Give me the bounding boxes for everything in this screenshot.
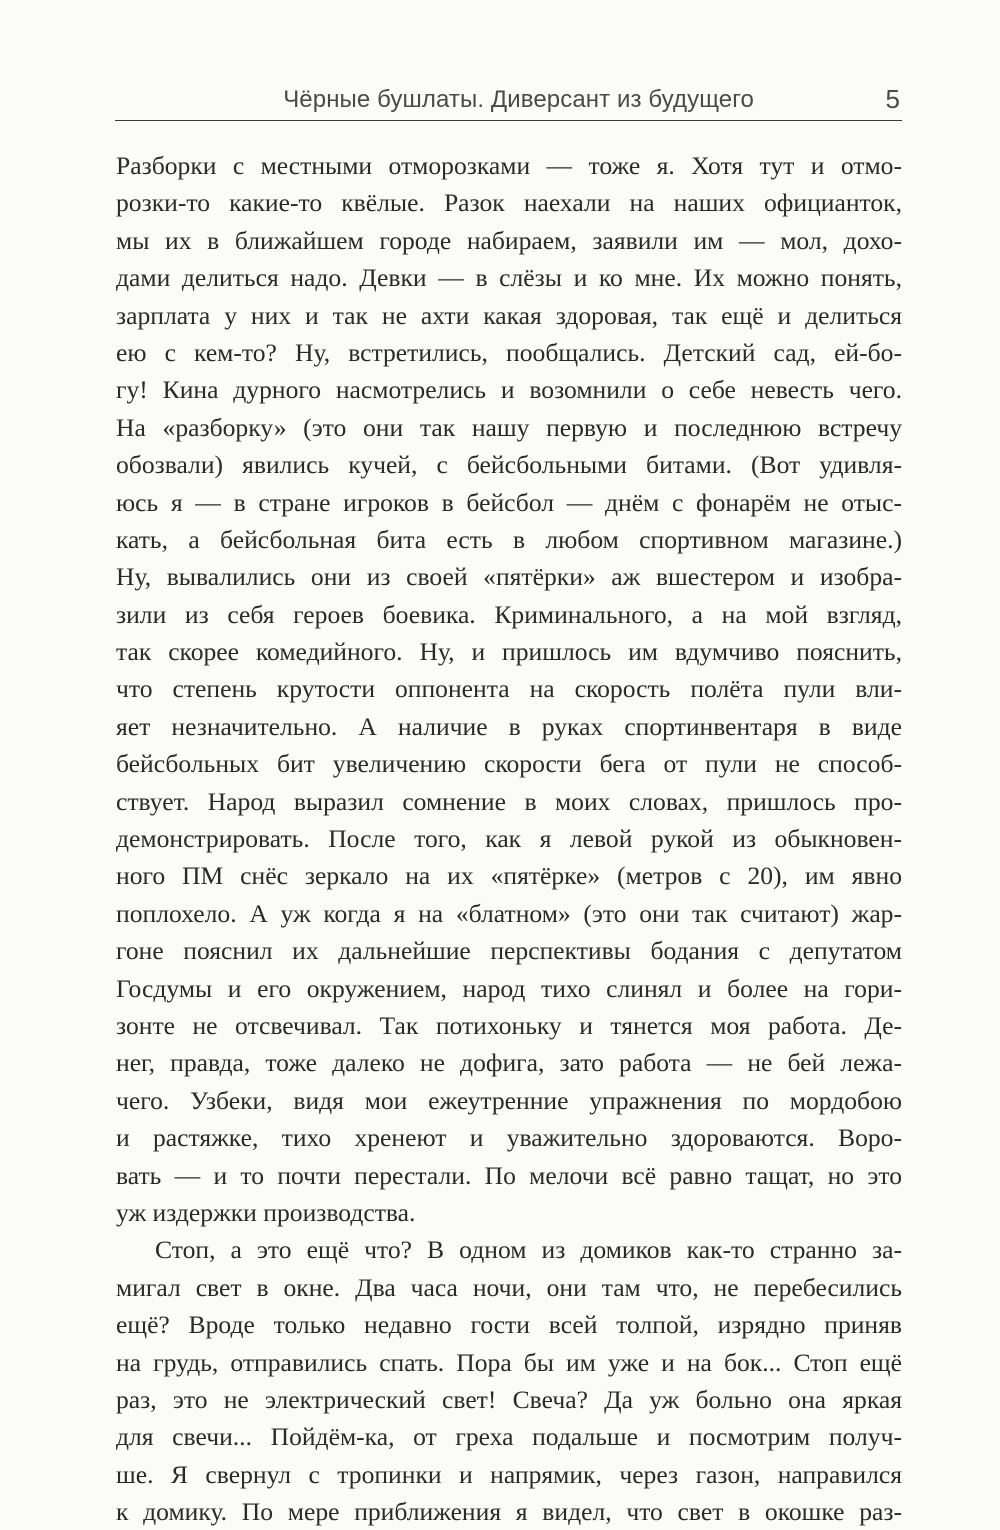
text-line: к домику. По мере приближения я видел, что свет в окошке раз- (116, 1497, 902, 1527)
text-line: ею с кем-то? Ну, встретились, пообщались. Детский сад, ей-бо- (116, 337, 902, 367)
text-line: зили из себя героев боевика. Криминального, а на мой взгляд, (116, 599, 902, 629)
text-line: зарплата у них и так не ахти какая здоровая, так ещё и делиться (116, 300, 902, 330)
text-line: дами делиться надо. Девки — в слёзы и ко мне. Их можно понять, (116, 263, 902, 293)
text-line: уж издержки производства. (116, 1197, 416, 1227)
text-line: гоне пояснил их дальнейшие перспективы бодания с депутатом (116, 936, 902, 966)
body-text (116, 147, 902, 1530)
text-line: кать, а бейсбольная бита есть в любом спортивном магазине.) (116, 524, 902, 554)
text-line: ного ПМ снёс зеркало на их «пятёрке» (метров с 20), им явно (116, 861, 902, 891)
text-line: так скорее комедийного. Ну, и пришлось им вдумчиво пояснить, (116, 637, 902, 667)
text-line: Ну, вывалились они из своей «пятёрки» аж вшестером и изобра- (116, 562, 902, 592)
text-line: ещё? Вроде только недавно гости всей толпой, изрядно приняв (116, 1310, 902, 1340)
text-line: мигал свет в окне. Два часа ночи, они там что, не перебесились (116, 1272, 902, 1302)
text-line: поплохело. А уж когда я на «блатном» (это они так считают) жар- (116, 898, 902, 928)
running-header (115, 84, 902, 121)
text-line: демонстрировать. После того, как я левой рукой из обыкновен- (116, 824, 902, 854)
running-title: Чёрные бушлаты. Диверсант из будущего (283, 86, 754, 113)
text-line: что степень крутости оппонента на скорость полёта пули вли- (116, 674, 902, 704)
text-line: Стоп, а это ещё что? В одном из домиков как-то странно за- (155, 1235, 902, 1265)
text-line: на грудь, отправились спать. Пора бы им уже и на бок... Стоп ещё (116, 1347, 902, 1377)
text-line: розки-то какие-то квёлые. Разок наехали на наших официанток, (116, 188, 902, 218)
text-line: зонте не отсвечивал. Так потихоньку и тянется моя работа. Де- (116, 1010, 902, 1040)
text-line: Разборки с местными отморозками — тоже я. Хотя тут и отмо- (116, 151, 902, 180)
text-line: раз, это не электрический свет! Свеча? Да уж больно она яркая (116, 1384, 902, 1414)
text-line: ствует. Народ выразил сомнение в моих словах, пришлось про- (116, 786, 902, 816)
text-line: мы их в ближайшем городе набираем, заявили им — мол, дохо- (116, 225, 902, 255)
text-line: ше. Я свернул с тропинки и напрямик, через газон, направился (116, 1459, 902, 1489)
text-line: гу! Кина дурного насмотрелись и возомнили о себе невесть чего. (116, 375, 902, 405)
paragraph-2 (116, 1231, 902, 1530)
text-line: обозвали) явились кучей, с бейсбольными битами. (Вот удивля- (116, 450, 902, 480)
text-line: бейсбольных бит увеличению скорости бега от пули не способ- (116, 749, 902, 779)
text-line: и растяжке, тихо хренеют и уважительно здороваются. Воро- (116, 1123, 902, 1153)
paragraph-1 (116, 147, 902, 1231)
text-line: нег, правда, тоже далеко не дофига, зато работа — не бей лежа- (116, 1048, 902, 1078)
text-line: для свечи... Пойдём-ка, от греха подальше и посмотрим получ- (116, 1422, 902, 1452)
text-line: На «разборку» (это они так нашу первую и последнюю встречу (116, 412, 902, 442)
text-line: яет незначительно. А наличие в руках спортинвентаря в виде (116, 711, 902, 741)
text-line: чего. Узбеки, видя мои ежеутренние упражнения по мордобою (116, 1085, 902, 1115)
text-line: Госдумы и его окружением, народ тихо слинял и более на гори- (116, 973, 902, 1003)
text-line: юсь я — в стране игроков в бейсбол — днём с фонарём не отыс- (116, 487, 902, 517)
text-line: вать — и то почти перестали. По мелочи всё равно тащат, но это (116, 1160, 902, 1190)
page-number: 5 (885, 84, 900, 114)
